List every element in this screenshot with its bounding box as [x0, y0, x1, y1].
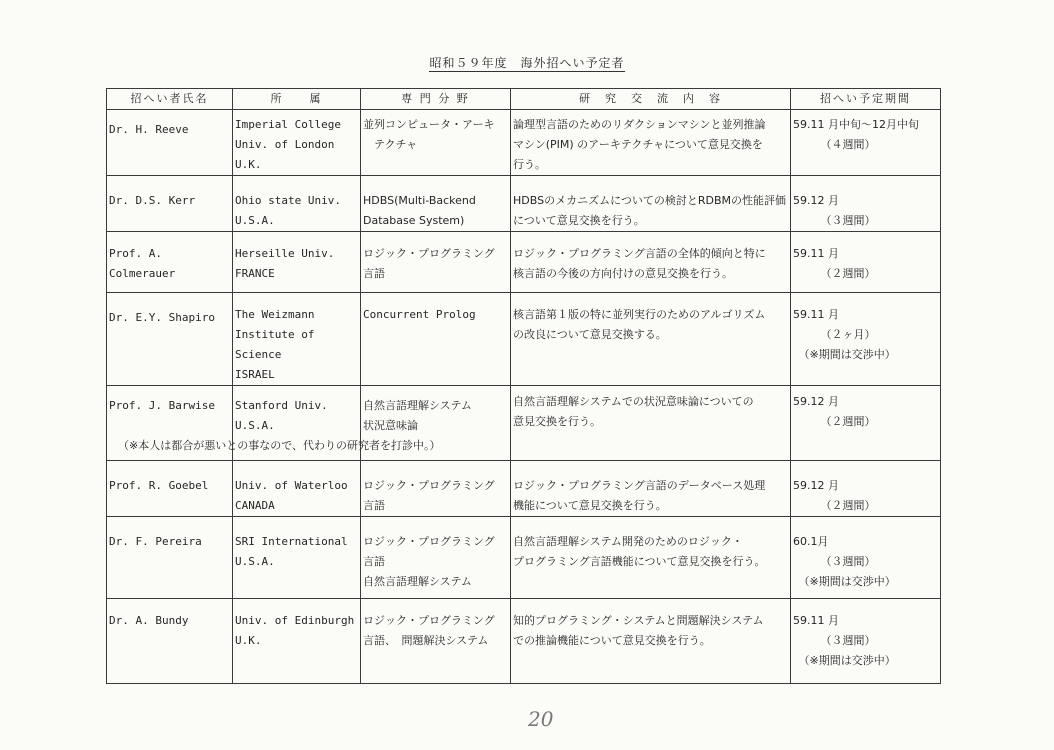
cell-content: 自然言語理解システム開発のためのロジック・ プログラミング言語機能について意見交換を行う。: [511, 517, 791, 599]
cell-period: 59.12 月 （２週間）: [791, 461, 941, 517]
cell-name: Prof. R. Goebel: [107, 461, 233, 517]
table-header-row: [107, 89, 941, 110]
cell-period: 59.11 月 （２ヶ月） （※期間は交渉中）: [791, 293, 941, 386]
cell-period: 59.11 月 （２週間）: [791, 232, 941, 293]
cell-field: HDBS(Multi-Backend Database System): [361, 176, 511, 232]
cell-period: 59.11 月 （３週間） （※期間は交渉中）: [791, 599, 941, 684]
cell-period: 60.1月 （３週間） （※期間は交渉中）: [791, 517, 941, 599]
cell-name: Dr. D.S. Kerr: [107, 176, 233, 232]
cell-affiliation: Herseille Univ. FRANCE: [233, 232, 361, 293]
cell-period: 59.12 月 （２週間）: [791, 386, 941, 461]
cell-field: ロジック・プログラミング 言語 自然言語理解システム: [361, 517, 511, 599]
table-row: [107, 110, 941, 176]
table-row: [107, 176, 941, 232]
cell-name: Dr. A. Bundy: [107, 599, 233, 684]
cell-name: Prof. A. Colmerauer: [107, 232, 233, 293]
barwise-note: （※本人は都合が悪いとの事なので、代わりの研究者を打診中。）: [118, 439, 441, 452]
cell-name: Dr. F. Pereira: [107, 517, 233, 599]
header-affiliation: 所 属: [233, 89, 361, 110]
table-row: [107, 599, 941, 684]
cell-affiliation: Imperial College Univ. of London U.K.: [233, 110, 361, 176]
invitee-table: [106, 88, 941, 684]
cell-content: ロジック・プログラミング言語のデータベース処理 機能について意見交換を行う。: [511, 461, 791, 517]
table-row: [107, 517, 941, 599]
cell-period: 59.11 月中旬～12月中旬 （４週間）: [791, 110, 941, 176]
cell-affiliation: Stanford Univ. U.S.A.: [233, 386, 361, 461]
cell-content: HDBSのメカニズムについての検討とRDBMの性能評価 について意見交換を行う。: [511, 176, 791, 232]
cell-content: 核言語第１版の特に並列実行のためのアルゴリズム の改良について意見交換する。: [511, 293, 791, 386]
cell-name: Dr. E.Y. Shapiro: [107, 293, 233, 386]
cell-period: 59.12 月 （３週間）: [791, 176, 941, 232]
cell-affiliation: Ohio state Univ. U.S.A.: [233, 176, 361, 232]
cell-field: 自然言語理解システム 状況意味論: [361, 386, 511, 461]
table-row: [107, 232, 941, 293]
header-specialty: 専 門 分 野: [361, 89, 511, 110]
header-invitation-period: 招へい予定期間: [791, 89, 941, 110]
page-number: 20: [528, 707, 554, 731]
document-title: 昭和５９年度 海外招へい予定者: [429, 56, 625, 70]
cell-affiliation: Univ. of Waterloo CANADA: [233, 461, 361, 517]
header-research-content: 研 究 交 流 内 容: [511, 89, 791, 110]
table-row: [107, 461, 941, 517]
cell-field: 並列コンピュータ・アーキ テクチャ: [361, 110, 511, 176]
cell-field: ロジック・プログラミング 言語: [361, 232, 511, 293]
cell-name: Dr. H. Reeve: [107, 110, 233, 176]
cell-content: ロジック・プログラミング言語の全体的傾向と特に 核言語の今後の方向付けの意見交換を行う。: [511, 232, 791, 293]
cell-field: ロジック・プログラミング 言語、 問題解決システム: [361, 599, 511, 684]
cell-field: Concurrent Prolog: [361, 293, 511, 386]
cell-content: 論理型言語のためのリダクションマシンと並列推論 マシン(PIM) のアーキテクチャについて意見交換を 行う。: [511, 110, 791, 176]
header-invitee-name: 招へい者氏名: [107, 89, 233, 110]
cell-affiliation: SRI International U.S.A.: [233, 517, 361, 599]
cell-name: Prof. J. Barwise: [107, 386, 233, 461]
cell-affiliation: The Weizmann Institute of Science ISRAEL: [233, 293, 361, 386]
cell-field: ロジック・プログラミング 言語: [361, 461, 511, 517]
cell-affiliation: Univ. of Edinburgh U.K.: [233, 599, 361, 684]
cell-content: 自然言語理解システムでの状況意味論についての 意見交換を行う。: [511, 386, 791, 461]
table-row: [107, 293, 941, 386]
cell-content: 知的プログラミング・システムと問題解決システム での推論機能について意見交換を行う。: [511, 599, 791, 684]
